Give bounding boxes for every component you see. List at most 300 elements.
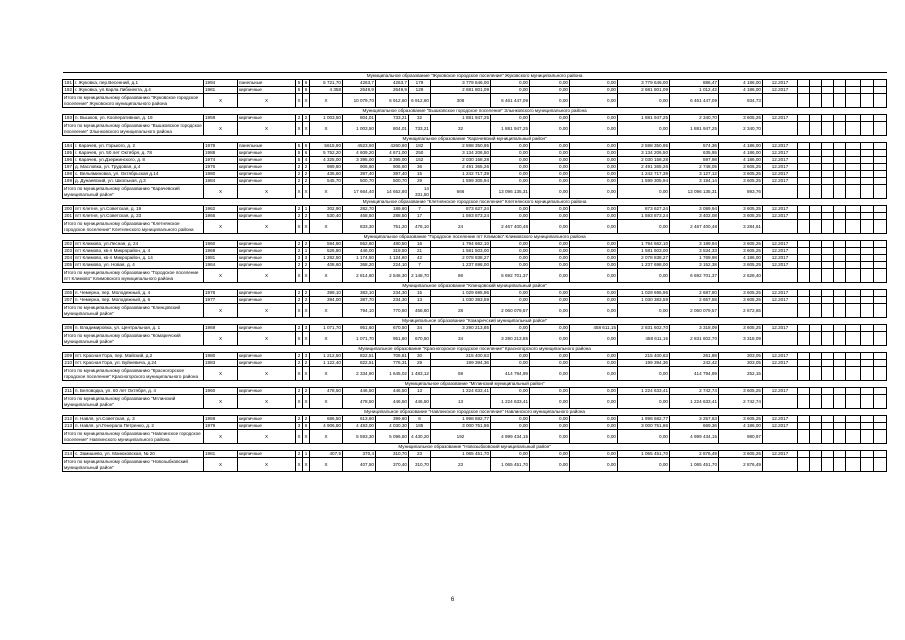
table-cell: 303,05 [719, 353, 763, 360]
section-header: Муниципальное образование "Карачевский муниципальный район" [63, 136, 887, 143]
empty-cell [861, 395, 874, 409]
empty-cell [861, 206, 874, 213]
total-cell: 980,97 [719, 430, 763, 444]
table-cell: 3 605,25 [719, 262, 763, 269]
total-cell: 0,00 [618, 430, 670, 444]
table-cell: 193 [64, 115, 72, 121]
table-cell: 2 [303, 213, 310, 220]
empty-cell [874, 430, 887, 444]
table-cell: 129 [409, 87, 431, 94]
total-label: Итого по муниципальному образованию "Городское поселение пгт Климово" Климовского муниципального района [63, 269, 204, 283]
empty-cell [834, 150, 846, 157]
table-cell: 686,50 [310, 416, 343, 423]
table-cell: 951,60 [343, 325, 376, 332]
empty-cell [798, 157, 810, 164]
table-cell: 3 605,25 [719, 206, 763, 213]
table-cell: 1960 [204, 241, 238, 248]
total-cell: X [238, 94, 296, 108]
empty-cell [834, 325, 846, 332]
table-cell: пгт Климово, кв-л Микрорайон, д. 14 [74, 255, 204, 262]
table-cell: 1 003,50 [310, 115, 343, 122]
table-cell: 12.2017 [763, 451, 798, 458]
table-cell: 2 742,74 [670, 388, 719, 395]
table-row [63, 290, 887, 297]
total-cell: 370,40 [376, 458, 409, 472]
table-cell: 3 189,94 [670, 241, 719, 248]
table-cell: 1960 [204, 388, 238, 395]
table-cell: 635,95 [670, 150, 719, 157]
total-cell: 5 096,60 [376, 430, 409, 444]
total-label: Итого по муниципальному образованию "Навлинское городское поселение" Навлинского муниципального района [63, 430, 204, 444]
table-cell: 0,00 [491, 213, 530, 220]
empty-cell [822, 150, 834, 157]
empty-cell [861, 80, 874, 87]
section-header: Муниципальное образование "Жуковское городское поселение" Жуковского муниципального района [63, 73, 887, 80]
table-cell: 12.2017 [763, 157, 798, 164]
table-cell: 399,10 [310, 290, 343, 297]
section-header-row [63, 234, 887, 241]
table-cell: с. Вельяминовка, ул. Октябрьская д.14 [74, 171, 204, 178]
total-cell: X [310, 332, 343, 346]
table-cell: 34 [409, 325, 431, 332]
total-cell: 2 814,80 [343, 269, 376, 283]
total-cell: 446,50 [409, 395, 431, 409]
total-cell: X [303, 185, 310, 199]
empty-cell [810, 360, 822, 367]
table-cell: 3 000 751,86 [431, 423, 491, 430]
table-cell: 0,00 [491, 157, 530, 164]
table-cell: 526,80 [310, 248, 343, 255]
table-cell: 197 [64, 164, 72, 170]
total-cell: 2 060 079,57 [670, 304, 719, 318]
empty-cell [834, 220, 846, 234]
total-cell: 1 224 633,41 [670, 395, 719, 409]
total-cell: 4 430,20 [409, 430, 431, 444]
total-cell: X [296, 367, 303, 381]
empty-cell [846, 157, 861, 164]
table-cell: 0,00 [570, 164, 618, 171]
table-cell: 2 [296, 325, 303, 332]
table-cell: 1983 [204, 360, 238, 367]
table-cell: 2 [296, 451, 303, 458]
table-cell: 3 605,25 [719, 171, 763, 178]
table-row [63, 206, 887, 213]
empty-cell [822, 255, 834, 262]
table-cell: 2 078 838,27 [431, 255, 491, 262]
empty-cell [874, 87, 887, 94]
table-cell: 1 593 873,24 [431, 213, 491, 220]
empty-cell [861, 269, 874, 283]
empty-cell [846, 150, 861, 157]
table-cell: 3 290 213,85 [431, 325, 491, 332]
total-cell: 1 065 451,70 [670, 458, 719, 472]
table-cell: 3 [303, 353, 310, 360]
total-cell: X [296, 122, 303, 136]
table-cell: 4 671,00 [376, 150, 409, 157]
table-cell: 29 [409, 178, 431, 185]
total-cell: 5 593,30 [343, 430, 376, 444]
empty-cell [822, 80, 834, 87]
section-total-row [63, 304, 887, 318]
table-cell: 4 186,00 [719, 150, 763, 157]
table-cell: 0,00 [570, 80, 618, 87]
table-cell: г. Карачев, ул.Дзержинского, д. 8 [74, 157, 204, 164]
table-cell: 195 [64, 150, 72, 156]
table-cell: 0,00 [530, 206, 570, 213]
total-cell: 59 [431, 367, 491, 381]
section-header-row [63, 136, 887, 143]
empty-cell [810, 332, 822, 346]
empty-cell [874, 297, 887, 304]
empty-cell [874, 164, 887, 171]
total-cell: 6 692 701,37 [670, 269, 719, 283]
total-cell: 308 [431, 94, 491, 108]
table-cell: 0,00 [491, 290, 530, 297]
empty-cell [874, 157, 887, 164]
total-cell [798, 430, 810, 444]
table-cell: 1 237 698,00 [618, 262, 670, 269]
document-page [62, 72, 871, 472]
table-cell: 203 [64, 248, 72, 254]
empty-cell [822, 395, 834, 409]
total-cell: 751,20 [376, 220, 409, 234]
table-cell: 2 [296, 206, 303, 213]
table-cell: 3 134 206,50 [618, 150, 670, 157]
empty-cell [874, 122, 887, 136]
table-cell: 0,00 [530, 241, 570, 248]
empty-cell [798, 164, 810, 171]
table-cell: 2649,9 [343, 87, 376, 94]
table-cell: 0,00 [570, 290, 618, 297]
table-cell: 1976 [204, 164, 238, 171]
table-cell: 5 721,70 [310, 80, 343, 87]
empty-cell [846, 304, 861, 318]
empty-cell [810, 185, 822, 199]
total-cell: 32 [431, 122, 491, 136]
total-cell: 468,60 [409, 304, 431, 318]
empty-cell [846, 360, 861, 367]
empty-cell [861, 115, 874, 122]
table-cell: 6 [303, 143, 310, 150]
table-cell: 17 [409, 213, 431, 220]
total-cell: 0,00 [570, 395, 618, 409]
total-cell: 2 148,70 [409, 269, 431, 283]
empty-cell [846, 416, 861, 423]
total-cell: X [296, 458, 303, 472]
table-cell: кирпичные [238, 87, 296, 94]
table-cell: 0,00 [570, 115, 618, 122]
total-cell [798, 367, 810, 381]
table-cell: 1 282,50 [310, 255, 343, 262]
table-cell: 0,00 [530, 164, 570, 171]
total-label: Итого по муниципальному образованию "Карачевский муниципальный район" [63, 185, 204, 199]
table-cell: пгт Климово, ул.Лесная, д. 24 [74, 241, 204, 248]
total-cell: 23 [431, 458, 491, 472]
empty-cell [874, 304, 887, 318]
empty-cell [822, 430, 834, 444]
table-cell: 199 394,36 [431, 360, 491, 367]
total-cell: X [238, 185, 296, 199]
table-cell: 2 078 838,27 [618, 255, 670, 262]
table-cell: 3 605,25 [719, 178, 763, 185]
empty-cell [861, 213, 874, 220]
table-cell: 0,00 [530, 171, 570, 178]
table-cell: 0,00 [491, 297, 530, 304]
total-cell: X [310, 220, 343, 234]
table-cell: 4 609,20 [343, 150, 376, 157]
table-cell: 12.2017 [763, 213, 798, 220]
table-cell: 0,00 [530, 353, 570, 360]
total-cell: 17 664,40 [343, 185, 376, 199]
table-cell: 1 012,42 [670, 87, 719, 94]
table-cell: 5615,90 [310, 143, 343, 150]
total-cell: X [310, 395, 343, 409]
total-cell: 0,00 [570, 458, 618, 472]
total-cell: 2 340,70 [719, 122, 763, 136]
table-cell: 0,00 [530, 290, 570, 297]
empty-cell [798, 325, 810, 332]
table-cell: 1 581 503,00 [431, 248, 491, 255]
table-cell: 1 122,40 [310, 360, 343, 367]
empty-cell [861, 416, 874, 423]
empty-cell [846, 178, 861, 185]
total-cell: 833,30 [343, 220, 376, 234]
total-cell: X [204, 304, 238, 318]
empty-cell [798, 80, 810, 87]
table-cell: 1 794 662,10 [618, 241, 670, 248]
table-cell: кирпичные [238, 241, 296, 248]
total-cell: X [310, 122, 343, 136]
total-cell: 2 060 079,57 [491, 304, 530, 318]
table-cell: 0,00 [530, 87, 570, 94]
page-number: 6 [450, 597, 455, 603]
total-cell: 14 652,80 [376, 185, 409, 199]
empty-cell [861, 360, 874, 367]
table-cell: 12.2017 [763, 325, 798, 332]
table-cell: 200 [64, 206, 72, 212]
total-cell: 0,00 [618, 122, 670, 136]
total-cell [798, 94, 810, 108]
empty-cell [846, 87, 861, 94]
empty-cell [846, 353, 861, 360]
table-cell: пгт. Красная Гора, ул. Буйневича, д.24 [74, 360, 204, 367]
table-cell: 2 [303, 388, 310, 395]
table-cell: 12.2017 [763, 206, 798, 213]
table-cell: 4 325,00 [310, 157, 343, 164]
table-row [63, 171, 887, 178]
table-cell: 1 769,98 [670, 255, 719, 262]
table-cell: 2 [296, 262, 303, 269]
table-cell: 2 831 602,70 [618, 325, 670, 332]
total-cell: 0,00 [618, 304, 670, 318]
table-cell: 1959 [204, 115, 238, 122]
table-row [63, 115, 887, 122]
table-cell: 1 599 305,94 [618, 178, 670, 185]
table-cell: 2 [296, 353, 303, 360]
section-header: Муниципальное образование "Красногорское городское поселение" Красногорского муниципального района [63, 346, 887, 353]
table-cell: 224,10 [376, 262, 409, 269]
empty-cell [834, 94, 846, 108]
table-cell: 3 395,00 [343, 157, 376, 164]
empty-cell [846, 206, 861, 213]
empty-cell [846, 451, 861, 458]
total-cell: 10 079,70 [343, 94, 376, 108]
empty-cell [810, 122, 822, 136]
table-cell: 30 [409, 353, 431, 360]
total-cell [763, 185, 798, 199]
table-cell: 387,70 [343, 297, 376, 304]
empty-cell [810, 248, 822, 255]
total-cell: X [303, 367, 310, 381]
total-cell: X [296, 332, 303, 346]
table-cell: 12.2017 [763, 290, 798, 297]
table-cell: 399,60 [376, 416, 409, 423]
empty-cell [861, 332, 874, 346]
empty-cell [834, 304, 846, 318]
table-cell: 0,00 [570, 248, 618, 255]
total-cell: 24 [431, 220, 491, 234]
section-header-row [63, 283, 887, 290]
empty-cell [822, 262, 834, 269]
table-row [63, 353, 887, 360]
table-row [63, 416, 887, 423]
table-cell: 1 071,70 [310, 325, 343, 332]
table-cell: п. Чемерна, пер. Молодежный, д. 6 [74, 297, 204, 304]
total-cell: 2 742,74 [719, 395, 763, 409]
table-cell: г. Карачев, ул. Горького, д. 2 [74, 143, 204, 150]
table-cell: 3 134 206,50 [431, 150, 491, 157]
empty-cell [810, 262, 822, 269]
empty-cell [810, 416, 822, 423]
table-cell: 1 [303, 248, 310, 255]
table-cell: 397,40 [343, 171, 376, 178]
table-cell: кирпичные [238, 115, 296, 122]
empty-cell [810, 325, 822, 332]
empty-cell [846, 143, 861, 150]
total-cell: 0,00 [618, 220, 670, 234]
empty-cell [798, 297, 810, 304]
table-row [63, 87, 887, 94]
section-total-row [63, 332, 887, 346]
table-cell: 0,00 [530, 423, 570, 430]
empty-cell [822, 87, 834, 94]
table-cell: 2 [296, 115, 303, 122]
empty-cell [834, 213, 846, 220]
table-cell: кирпичные [238, 416, 296, 423]
table-cell: 574,36 [670, 143, 719, 150]
table-row [63, 451, 887, 458]
total-cell: 0,00 [530, 94, 570, 108]
empty-cell [846, 80, 861, 87]
section-header: Муниципальное образование "Навлинское городское поселение" Навлинского муниципального района [63, 409, 887, 416]
empty-cell [861, 290, 874, 297]
empty-cell [834, 122, 846, 136]
empty-cell [874, 416, 887, 423]
table-cell: 1980 [204, 353, 238, 360]
table-cell: 0,00 [491, 451, 530, 458]
table-cell: 12.2017 [763, 255, 798, 262]
table-cell: 0,00 [491, 423, 530, 430]
empty-cell [810, 150, 822, 157]
table-cell: 408,60 [310, 262, 343, 269]
total-cell: X [303, 430, 310, 444]
table-cell: 0,00 [530, 178, 570, 185]
table-cell: п. Владимировка, ул. Центральная, д. 1 [74, 325, 204, 332]
table-cell: 1 998 682,77 [431, 416, 491, 423]
table-cell: 1 242 717,39 [618, 171, 670, 178]
table-cell: 5 [296, 143, 303, 150]
total-cell [798, 122, 810, 136]
table-cell: 2 [296, 178, 303, 185]
section-total-row [63, 185, 887, 199]
total-cell: X [303, 332, 310, 346]
empty-cell [798, 248, 810, 255]
total-cell [763, 458, 798, 472]
empty-cell [822, 388, 834, 395]
empty-cell [874, 262, 887, 269]
table-cell: 804,01 [343, 115, 376, 122]
table-cell: 594,80 [310, 241, 343, 248]
total-cell: 0,00 [570, 185, 618, 199]
table-cell: 29 [409, 360, 431, 367]
table-cell: 2 657,58 [670, 297, 719, 304]
section-header-row [63, 199, 887, 206]
total-cell: 407,50 [343, 458, 376, 472]
table-cell: 1 030 383,59 [431, 297, 491, 304]
table-cell: 0,00 [530, 80, 570, 87]
section-header-row [63, 444, 887, 451]
total-cell: X [238, 458, 296, 472]
empty-cell [822, 248, 834, 255]
empty-cell [798, 143, 810, 150]
section-header: Муниципальное образование "Городское поселение пгт Климово" Климовского муниципального района [63, 234, 887, 241]
table-cell: 0,00 [570, 360, 618, 367]
table-cell: 0,00 [570, 388, 618, 395]
empty-cell [834, 206, 846, 213]
empty-cell [874, 290, 887, 297]
total-label: Итого по муниципальному образованию "Клетнянское городское поселение" Клетнянского муниципального района [63, 220, 204, 234]
table-cell: 2 [303, 241, 310, 248]
empty-cell [810, 304, 822, 318]
table-cell: кирпичные [238, 171, 296, 178]
empty-cell [810, 164, 822, 171]
table-cell: 7 [409, 262, 431, 269]
table-cell: 0,00 [570, 213, 618, 220]
table-cell: 1 599 305,94 [431, 178, 491, 185]
table-cell: кирпичные [238, 353, 296, 360]
empty-cell [822, 185, 834, 199]
table-cell: 213 [64, 423, 72, 429]
table-cell: 3 395,00 [376, 157, 409, 164]
table-cell: 210 [64, 360, 72, 366]
total-cell [763, 430, 798, 444]
table-cell: 1 029 695,96 [618, 290, 670, 297]
table-cell: 0,00 [570, 297, 618, 304]
total-cell: 252,15 [719, 367, 763, 381]
table-cell: пгт Климово, кв-л Микрорайон, д. 4 [74, 248, 204, 255]
empty-cell [846, 164, 861, 171]
table-cell: 1969 [204, 248, 238, 255]
table-cell: 0,00 [530, 388, 570, 395]
table-cell: 0,00 [570, 451, 618, 458]
table-cell: 1981 [204, 451, 238, 458]
total-cell: 13 [431, 395, 491, 409]
empty-cell [834, 353, 846, 360]
total-cell: 0,00 [618, 458, 670, 472]
section-total-row [63, 458, 887, 472]
total-cell: 6 912,60 [376, 94, 409, 108]
empty-cell [822, 171, 834, 178]
